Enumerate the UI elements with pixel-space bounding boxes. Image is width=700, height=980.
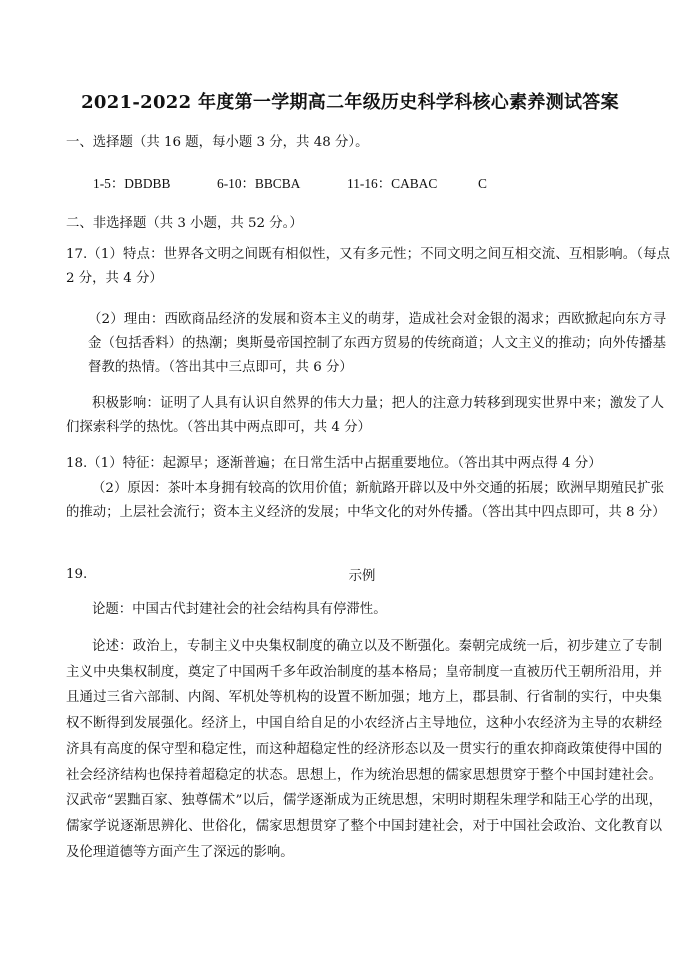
section2-heading: 二、非选择题（共 3 小题，共 52 分。） bbox=[66, 216, 303, 231]
section1-heading: 一、选择题（共 16 题，每小题 3 分，共 48 分）。 bbox=[66, 135, 369, 150]
q18-part2: （2）原因：茶叶本身拥有较高的饮用价值；新航路开辟以及中外交通的拓展；欧洲早期殖民扩张的推动；上层社会流行；资本主义经济的发展；中华文化的对外传播。（答出其中四点即可，共 8 分） bbox=[66, 481, 666, 520]
q19-example-label: 示例 bbox=[348, 569, 376, 584]
q17-part2: （2）理由：西欧商品经济的发展和资本主义的萌芽，造成社会对金银的渴求；西欧掀起向东方寻金（包括香料）的热潮；奥斯曼帝国控制了东西方贸易的传统商道；人文主义的推动；向外传播基督教的热情。（答出其中三点即可，共 6 分） bbox=[88, 312, 666, 375]
answers-11-16: 11-16：CABAC bbox=[347, 176, 438, 191]
document-title: 2021-2022 年度第一学期高二年级历史科学科核心素养测试答案 bbox=[81, 92, 619, 113]
q19-thesis: 论题：中国古代封建社会的社会结构具有停滞性。 bbox=[92, 602, 387, 617]
q19-argument: 论述：政治上，专制主义中央集权制度的确立以及不断强化。秦朝完成统一后，初步建立了专制主义中央集权制度，奠定了中国两千多年政治制度的基本格局；皇帝制度一直被历代王朝所沿用，并且通过三省六部制、内阁、军机处等机构的设置不断加强；地方上，郡县制、行省制的实行，中央集权不断得到发展强化。经济上，中国自给自足的小农经济占主导地位，这种小农经济为主导的农耕经济具有高度的保守型和稳定性，而这种超稳定性的经济形态以及一贯实行的重农抑商政策使得中国的社会经济结构也保持着超稳定的状态。思想上，作为统治思想的儒家思想贯穿于整个中国封建社会。汉武帝“罢黜百家、独尊儒术”以后，儒学逐渐成为正统思想，宋明时期程朱理学和陆王心学的出现，儒家学说逐渐思辨化、世俗化，儒家思想贯穿了整个中国封建社会，对于中国社会政治、文化教育以及伦理道德等方面产生了深远的影响。 bbox=[66, 639, 662, 860]
answers-1-5: 1-5：DBDBB bbox=[93, 176, 171, 191]
answers-extra: C bbox=[478, 176, 487, 191]
answers-6-10: 6-10：BBCBA bbox=[217, 176, 301, 191]
q19-number: 19. bbox=[66, 567, 88, 582]
q17-part3: 积极影响：证明了人具有认识自然界的伟大力量；把人的注意力转移到现实世界中来；激发了人们探索科学的热忱。（答出其中两点即可，共 4 分） bbox=[66, 396, 664, 435]
q17-part1: 17.（1）特点：世界各文明之间既有相似性，又有多元性；不同文明之间互相交流、互相影响。（每点 2 分，共 4 分） bbox=[66, 247, 670, 286]
q18-part1: 18.（1）特征：起源早；逐渐普遍；在日常生活中占据重要地位。（答出其中两点得 4 分） bbox=[66, 456, 602, 471]
